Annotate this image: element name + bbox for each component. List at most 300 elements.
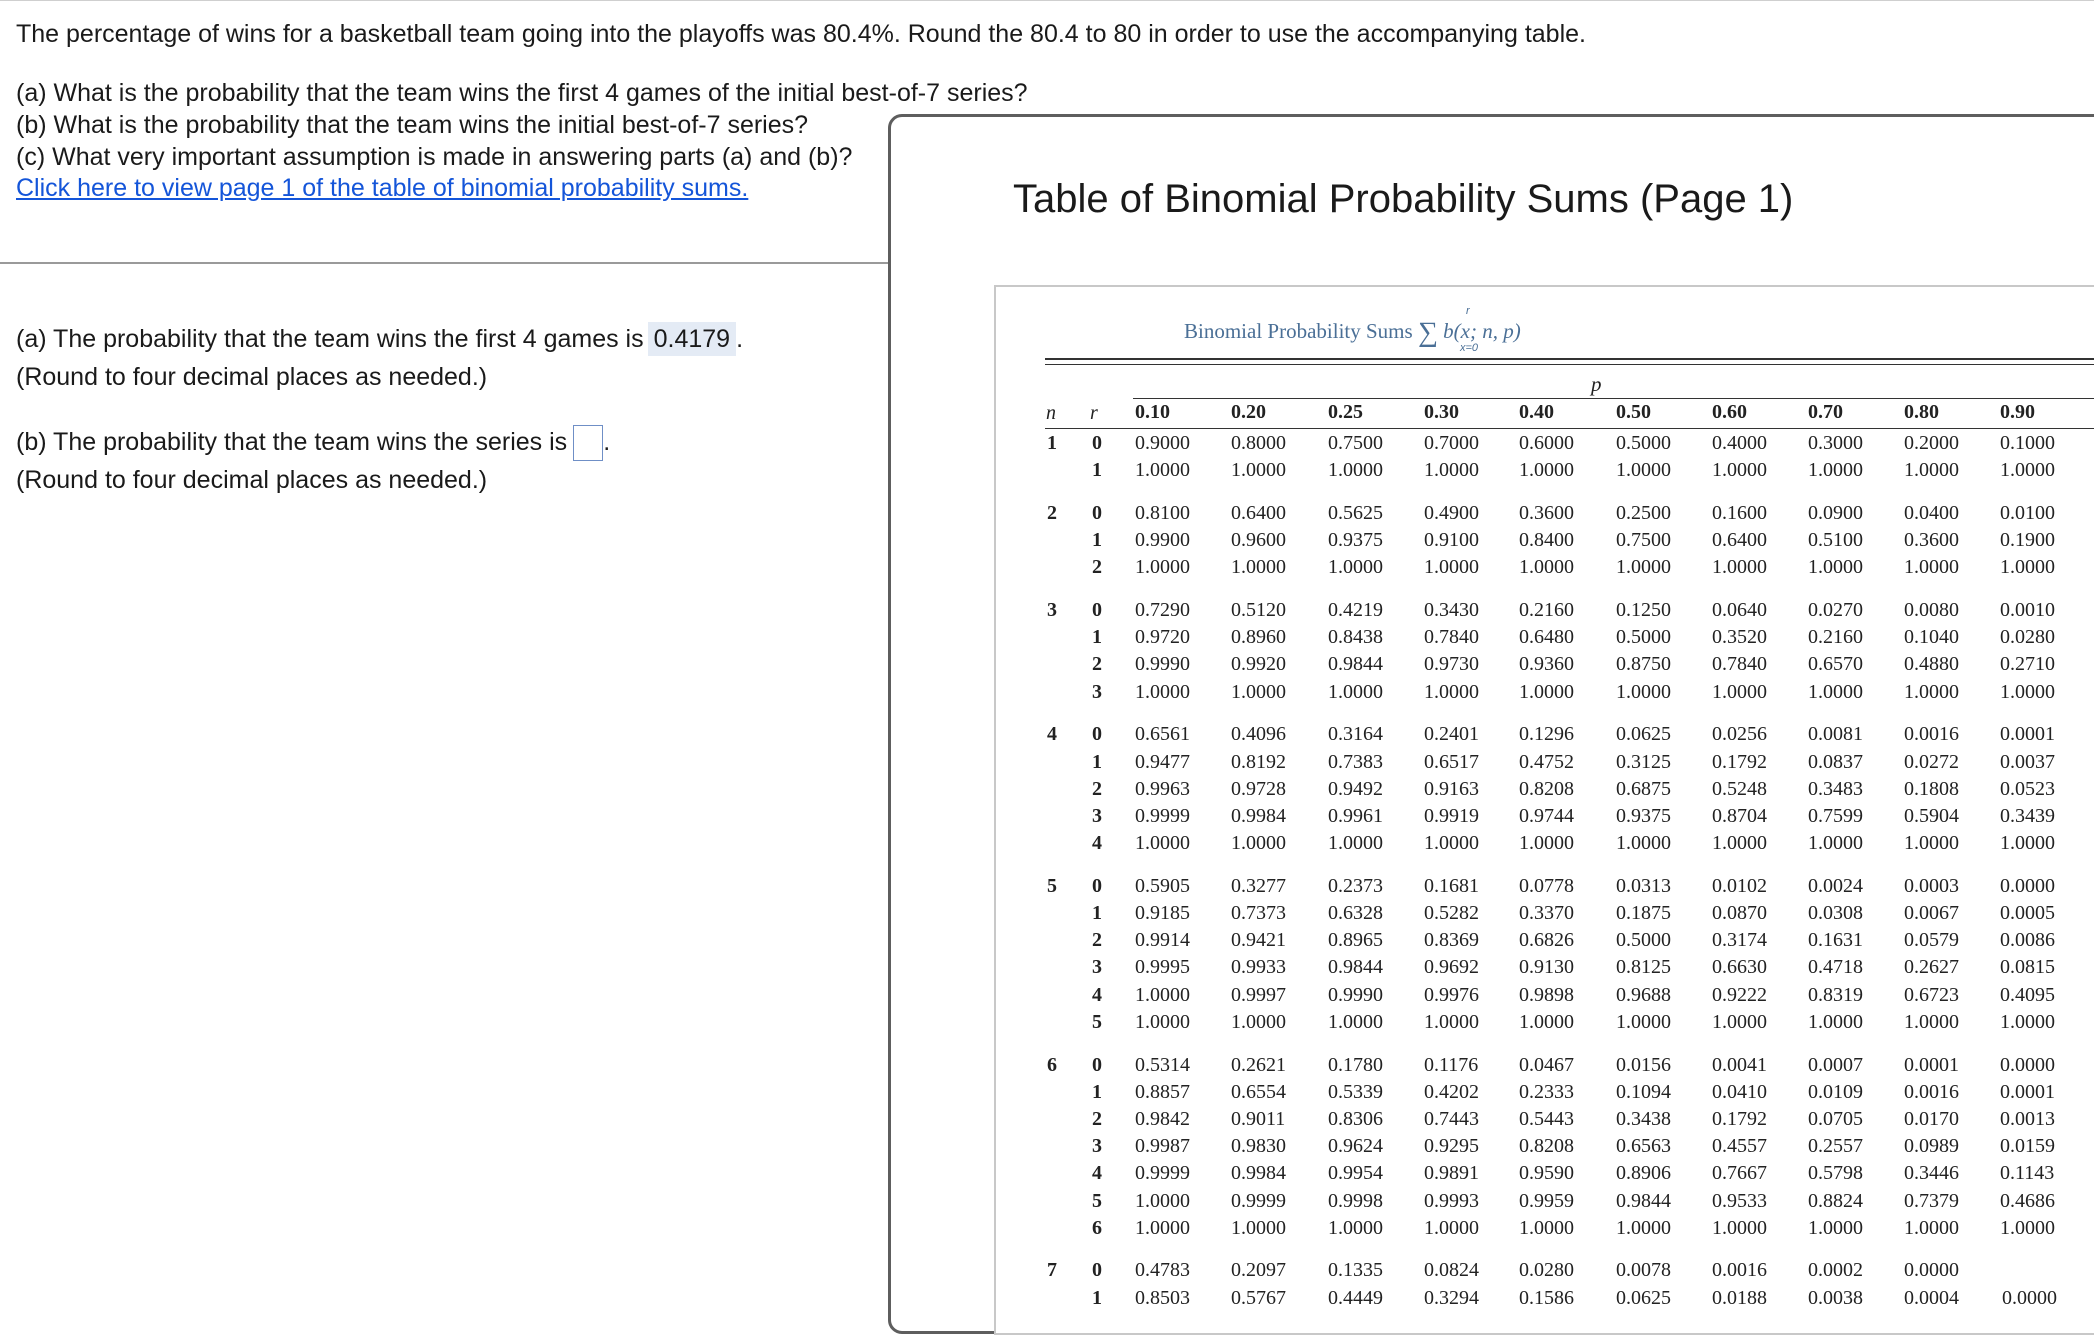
table-cell: 1.0000 <box>1135 1189 1190 1212</box>
table-cell: 0.9600 <box>1231 529 1286 552</box>
question-part-c: (c) What very important assumption is made in answering parts (a) and (b)? <box>16 143 853 171</box>
table-cell: 0.0004 <box>1904 1286 1959 1309</box>
r-label: 2 <box>1092 777 1102 800</box>
table-cell: 0.8824 <box>1808 1189 1863 1212</box>
table-cell: 0.9624 <box>1328 1135 1383 1158</box>
question-intro: The percentage of wins for a basketball team going into the playoffs was 80.4%. Round the 80.4 to 80 in order to use the accompanying table. <box>16 20 1586 48</box>
table-cell: 0.0016 <box>1712 1259 1767 1282</box>
table-cell: 1.0000 <box>1519 680 1574 703</box>
answer-b-hint: (Round to four decimal places as needed.) <box>16 466 488 494</box>
question-part-b: (b) What is the probability that the team wins the initial best-of-7 series? <box>16 111 809 139</box>
table-cell: 1.0000 <box>1904 1216 1959 1239</box>
table-cell: 0.5282 <box>1424 902 1479 924</box>
r-label: 0 <box>1092 1259 1102 1282</box>
table-cell: 0.1094 <box>1616 1080 1671 1103</box>
table-cell: 0.9730 <box>1424 653 1479 676</box>
table-cell: 0.9984 <box>1231 804 1286 827</box>
table-cell: 0.3000 <box>1808 432 1863 454</box>
p-column-header: 0.70 <box>1808 401 1843 423</box>
table-cell: 0.1176 <box>1424 1053 1479 1076</box>
answer-b-line <box>16 425 610 461</box>
table-cell: 0.9011 <box>1231 1107 1286 1130</box>
sigma-icon: ∑ <box>1417 317 1438 348</box>
table-cell: 0.0523 <box>2000 777 2055 800</box>
table-cell: 0.6563 <box>1616 1135 1671 1158</box>
r-label: 3 <box>1092 804 1102 827</box>
table-cell: 0.9993 <box>1424 1189 1479 1212</box>
r-label: 0 <box>1092 1053 1102 1076</box>
table-cell: 0.0625 <box>1616 1286 1671 1309</box>
table-cell: 1.0000 <box>1616 1216 1671 1239</box>
table-cell: 0.0080 <box>1904 599 1959 621</box>
table-cell: 0.8965 <box>1328 929 1383 952</box>
table-cell: 1.0000 <box>1135 1010 1190 1033</box>
table-cell: 0.9933 <box>1231 956 1286 979</box>
table-cell: 1.0000 <box>1519 1010 1574 1033</box>
table-cell: 1.0000 <box>1808 459 1863 482</box>
table-cell: 1.0000 <box>1904 556 1959 579</box>
table-cell: 0.9100 <box>1424 529 1479 552</box>
table-cell: 0.7000 <box>1424 432 1479 454</box>
table-cell: 0.9295 <box>1424 1135 1479 1158</box>
table-cell: 0.4900 <box>1424 501 1479 524</box>
r-label: 2 <box>1092 653 1102 676</box>
table-cell: 0.3439 <box>2000 804 2055 827</box>
table-cell: 0.9728 <box>1231 777 1286 800</box>
table-cell: 0.7443 <box>1424 1107 1479 1130</box>
table-cell: 0.0778 <box>1519 874 1574 897</box>
table-cell: 0.9959 <box>1519 1189 1574 1212</box>
table-formula: b(x; n, p) <box>1443 319 1521 343</box>
table-cell: 1.0000 <box>1135 832 1190 855</box>
table-cell: 0.9898 <box>1519 983 1574 1006</box>
table-cell: 1.0000 <box>1135 680 1190 703</box>
r-label: 0 <box>1092 723 1102 746</box>
n-header: n <box>1046 402 1056 424</box>
table-cell: 0.0037 <box>2000 750 2055 773</box>
table-cell: 0.1600 <box>1712 501 1767 524</box>
table-cell: 0.2333 <box>1519 1080 1574 1103</box>
table-cell: 0.3600 <box>1519 501 1574 524</box>
table-cell: 0.0313 <box>1616 874 1671 897</box>
question-part-a: (a) What is the probability that the team wins the first 4 games of the initial best-of-7 series? <box>16 79 1028 107</box>
table-cell: 1.0000 <box>1231 459 1286 482</box>
table-cell: 1.0000 <box>1808 556 1863 579</box>
table-cell: 0.5767 <box>1231 1286 1286 1309</box>
table-cell: 0.6517 <box>1424 750 1479 773</box>
table-cell: 0.0579 <box>1904 929 1959 952</box>
r-label: 0 <box>1092 501 1102 524</box>
table-cell: 0.9375 <box>1328 529 1383 552</box>
table-cell: 0.0081 <box>1808 723 1863 746</box>
table-cell: 0.0013 <box>2000 1107 2055 1130</box>
r-label: 2 <box>1092 556 1102 579</box>
table-cell: 0.0410 <box>1712 1080 1767 1103</box>
table-cell: 1.0000 <box>1712 556 1767 579</box>
r-label: 4 <box>1092 1162 1102 1185</box>
table-cell: 1.0000 <box>1424 1010 1479 1033</box>
table-cell: 0.1792 <box>1712 1107 1767 1130</box>
table-cell: 0.9844 <box>1616 1189 1671 1212</box>
table-cell: 0.5000 <box>1616 432 1671 454</box>
table-cell: 0.9222 <box>1712 983 1767 1006</box>
table-cell: 1.0000 <box>1328 556 1383 579</box>
table-cell: 0.2160 <box>1519 599 1574 621</box>
table-cell: 0.7379 <box>1904 1189 1959 1212</box>
table-cell: 0.5248 <box>1712 777 1767 800</box>
table-cell: 0.1143 <box>2000 1162 2055 1185</box>
table-cell: 0.8192 <box>1231 750 1286 773</box>
table-cell: 0.8704 <box>1712 804 1767 827</box>
table-cell: 0.7500 <box>1616 529 1671 552</box>
table-cell: 1.0000 <box>1808 1010 1863 1033</box>
p-column-header: 0.40 <box>1519 401 1554 423</box>
table-cell: 0.9990 <box>1328 983 1383 1006</box>
table-cell: 0.1631 <box>1808 929 1863 952</box>
table-cell: 1.0000 <box>1519 832 1574 855</box>
table-cell: 0.8750 <box>1616 653 1671 676</box>
table-cell: 0.4449 <box>1328 1286 1383 1309</box>
table-cell: 1.0000 <box>1424 556 1479 579</box>
table-cell: 0.9919 <box>1424 804 1479 827</box>
table-cell: 0.9492 <box>1328 777 1383 800</box>
table-cell: 0.3174 <box>1712 929 1767 952</box>
table-cell: 0.5905 <box>1135 874 1190 897</box>
table-cell: 0.0016 <box>1904 1080 1959 1103</box>
table-cell: 0.2160 <box>1808 626 1863 649</box>
table-cell: 0.0625 <box>1616 723 1671 746</box>
table-cell: 1.0000 <box>1808 832 1863 855</box>
table-cell: 0.5120 <box>1231 599 1286 621</box>
table-cell: 1.0000 <box>1616 556 1671 579</box>
r-label: 3 <box>1092 680 1102 703</box>
table-cell: 0.6480 <box>1519 626 1574 649</box>
table-cell: 1.0000 <box>1424 832 1479 855</box>
answer-a-prefix: (a) The probability that the team wins the first 4 games is <box>16 325 644 353</box>
table-cell: 0.9130 <box>1519 956 1574 979</box>
table-cell: 0.0007 <box>1808 1053 1863 1076</box>
table-cell: 0.6826 <box>1519 929 1574 952</box>
table-cell: 0.6000 <box>1519 432 1574 454</box>
table-cell: 1.0000 <box>1808 680 1863 703</box>
table-cell: 0.9984 <box>1231 1162 1286 1185</box>
table-cell: 1.0000 <box>2000 680 2055 703</box>
p-column-header: 0.25 <box>1328 401 1363 423</box>
r-label: 2 <box>1092 1107 1102 1130</box>
sigma-lower: x=0 <box>1460 342 1479 354</box>
r-header: r <box>1090 402 1098 424</box>
table-cell: 0.9976 <box>1424 983 1479 1006</box>
table-cell: 0.5904 <box>1904 804 1959 827</box>
n-label: 4 <box>1047 723 1057 746</box>
table-cell: 0.0705 <box>1808 1107 1863 1130</box>
answer-b-input[interactable] <box>573 425 603 461</box>
r-label: 1 <box>1092 1286 1102 1309</box>
table-cell: 0.0815 <box>2000 956 2055 979</box>
table-cell: 0.0002 <box>1808 1259 1863 1282</box>
table-cell: 0.1808 <box>1904 777 1959 800</box>
table-cell: 0.1900 <box>2000 529 2055 552</box>
table-cell: 0.0109 <box>1808 1080 1863 1103</box>
table-cell: 1.0000 <box>1616 459 1671 482</box>
popup-title: Table of Binomial Probability Sums (Page 1) <box>1013 177 1794 221</box>
sigma-upper: r <box>1466 305 1470 317</box>
header-underline <box>1045 428 2094 429</box>
r-label: 1 <box>1092 902 1102 924</box>
r-label: 5 <box>1092 1010 1102 1033</box>
p-column-header: 0.50 <box>1616 401 1651 423</box>
table-cell: 0.3430 <box>1424 599 1479 621</box>
table-cell: 0.7840 <box>1424 626 1479 649</box>
table-cell: 1.0000 <box>1231 832 1286 855</box>
table-cell: 0.0837 <box>1808 750 1863 773</box>
answer-b-suffix: . <box>603 428 611 456</box>
table-cell: 0.8960 <box>1231 626 1286 649</box>
table-cell: 0.0159 <box>2000 1135 2055 1158</box>
table-cell: 0.9477 <box>1135 750 1190 773</box>
table-cell: 0.8319 <box>1808 983 1863 1006</box>
r-label: 1 <box>1092 529 1102 552</box>
table-cell: 0.0900 <box>1808 501 1863 524</box>
table-cell: 0.9375 <box>1616 804 1671 827</box>
table-cell: 0.7667 <box>1712 1162 1767 1185</box>
table-cell: 0.2627 <box>1904 956 1959 979</box>
table-cell: 0.0000 <box>2002 1286 2057 1309</box>
table-cell: 0.1586 <box>1519 1286 1574 1309</box>
table-cell: 0.3125 <box>1616 750 1671 773</box>
table-rule-top-2 <box>1045 364 2094 365</box>
table-cell: 0.8438 <box>1328 626 1383 649</box>
table-cell: 0.6400 <box>1231 501 1286 524</box>
table-cell: 1.0000 <box>1231 1010 1286 1033</box>
table-cell: 0.9688 <box>1616 983 1671 1006</box>
table-cell: 1.0000 <box>2000 1216 2055 1239</box>
table-cell: 0.6570 <box>1808 653 1863 676</box>
table-cell: 0.2710 <box>2000 653 2055 676</box>
table-cell: 0.1000 <box>2000 432 2055 454</box>
table-cell: 0.6400 <box>1712 529 1767 552</box>
r-label: 6 <box>1092 1216 1102 1239</box>
top-rule <box>0 0 2094 1</box>
table-cell: 0.3164 <box>1328 723 1383 746</box>
table-cell: 0.4752 <box>1519 750 1574 773</box>
r-label: 4 <box>1092 832 1102 855</box>
table-cell: 0.0280 <box>1519 1259 1574 1282</box>
table-cell: 0.9163 <box>1424 777 1479 800</box>
table-cell: 1.0000 <box>1328 1216 1383 1239</box>
r-label: 0 <box>1092 432 1102 454</box>
table-cell: 0.3277 <box>1231 874 1286 897</box>
table-cell: 0.9830 <box>1231 1135 1286 1158</box>
table-cell: 1.0000 <box>1904 680 1959 703</box>
table-heading-text: Binomial Probability Sums <box>1184 319 1413 343</box>
table-cell: 0.2557 <box>1808 1135 1863 1158</box>
table-cell: 0.7290 <box>1135 599 1190 621</box>
table-cell: 0.3438 <box>1616 1107 1671 1130</box>
p-column-header: 0.90 <box>2000 401 2035 423</box>
table-cell: 0.8000 <box>1231 432 1286 454</box>
table-cell: 0.9000 <box>1135 432 1190 454</box>
table-cell: 0.0005 <box>2000 902 2055 924</box>
table-cell: 1.0000 <box>1424 680 1479 703</box>
table-cell: 0.9954 <box>1328 1162 1383 1185</box>
table-cell: 1.0000 <box>1231 680 1286 703</box>
r-label: 3 <box>1092 1135 1102 1158</box>
r-label: 1 <box>1092 626 1102 649</box>
table-cell: 1.0000 <box>1135 556 1190 579</box>
table-cell: 0.9914 <box>1135 929 1190 952</box>
r-label: 3 <box>1092 956 1102 979</box>
table-cell: 1.0000 <box>1616 680 1671 703</box>
table-cell: 0.1875 <box>1616 902 1671 924</box>
table-cell: 0.4557 <box>1712 1135 1767 1158</box>
r-label: 0 <box>1092 599 1102 621</box>
table-cell: 0.6723 <box>1904 983 1959 1006</box>
table-cell: 0.0003 <box>1904 874 1959 897</box>
table-cell: 0.0640 <box>1712 599 1767 621</box>
table-cell: 0.1250 <box>1616 599 1671 621</box>
table-cell: 1.0000 <box>1519 459 1574 482</box>
table-cell: 0.7383 <box>1328 750 1383 773</box>
table-cell: 0.0308 <box>1808 902 1863 924</box>
table-cell: 0.0100 <box>2000 501 2055 524</box>
table-cell: 1.0000 <box>1712 1216 1767 1239</box>
table-cell: 0.9421 <box>1231 929 1286 952</box>
table-cell: 1.0000 <box>1424 459 1479 482</box>
table-cell: 1.0000 <box>1231 556 1286 579</box>
table-cell: 0.9990 <box>1135 653 1190 676</box>
r-label: 1 <box>1092 1080 1102 1103</box>
table-cell: 0.1792 <box>1712 750 1767 773</box>
table-cell: 0.0170 <box>1904 1107 1959 1130</box>
table-cell: 0.3446 <box>1904 1162 1959 1185</box>
table-cell: 0.5443 <box>1519 1107 1574 1130</box>
table-cell: 0.6630 <box>1712 956 1767 979</box>
r-label: 1 <box>1092 750 1102 773</box>
table-cell: 0.0016 <box>1904 723 1959 746</box>
n-label: 5 <box>1047 874 1057 897</box>
n-label: 7 <box>1047 1259 1057 1282</box>
p-column-header: 0.10 <box>1135 401 1170 423</box>
table-cell: 0.8100 <box>1135 501 1190 524</box>
table-cell: 0.9844 <box>1328 653 1383 676</box>
table-cell: 0.5798 <box>1808 1162 1863 1185</box>
table-cell: 0.9720 <box>1135 626 1190 649</box>
table-cell: 0.9744 <box>1519 804 1574 827</box>
table-cell: 0.0000 <box>2000 1053 2055 1076</box>
table-cell: 1.0000 <box>1231 1216 1286 1239</box>
table-cell: 0.0010 <box>2000 599 2055 621</box>
n-label: 1 <box>1047 432 1057 454</box>
r-label: 0 <box>1092 874 1102 897</box>
table-cell: 0.9900 <box>1135 529 1190 552</box>
table-cell: 1.0000 <box>1328 680 1383 703</box>
table-cell: 0.0467 <box>1519 1053 1574 1076</box>
table-cell: 0.3483 <box>1808 777 1863 800</box>
table-cell: 0.0270 <box>1808 599 1863 621</box>
table-cell: 1.0000 <box>1135 459 1190 482</box>
table-cell: 0.9360 <box>1519 653 1574 676</box>
table-cell: 0.0001 <box>2000 1080 2055 1103</box>
table-cell: 0.0001 <box>2000 723 2055 746</box>
table-cell: 0.0272 <box>1904 750 1959 773</box>
table-cell: 1.0000 <box>1135 983 1190 1006</box>
table-cell: 1.0000 <box>1904 832 1959 855</box>
table-cell: 1.0000 <box>1519 556 1574 579</box>
table-cell: 0.9997 <box>1231 983 1286 1006</box>
table-cell: 1.0000 <box>1712 1010 1767 1033</box>
table-cell: 1.0000 <box>1328 832 1383 855</box>
table-cell: 1.0000 <box>1328 1010 1383 1033</box>
p-column-header: 0.60 <box>1712 401 1747 423</box>
n-label: 6 <box>1047 1053 1057 1076</box>
answer-a-suffix: . <box>736 325 744 353</box>
table-cell: 0.5625 <box>1328 501 1383 524</box>
table-cell: 0.2000 <box>1904 432 1959 454</box>
table-cell: 1.0000 <box>1424 1216 1479 1239</box>
table-cell: 0.8906 <box>1616 1162 1671 1185</box>
table-cell: 0.9920 <box>1231 653 1286 676</box>
r-label: 5 <box>1092 1189 1102 1212</box>
table-cell: 0.5339 <box>1328 1080 1383 1103</box>
table-cell: 0.9185 <box>1135 902 1190 924</box>
table-cell: 0.9963 <box>1135 777 1190 800</box>
table-cell: 0.2373 <box>1328 874 1383 897</box>
table-cell: 0.8503 <box>1135 1286 1190 1309</box>
table-cell: 0.4095 <box>2000 983 2055 1006</box>
table-cell: 0.5000 <box>1616 626 1671 649</box>
table-cell: 0.1681 <box>1424 874 1479 897</box>
n-label: 2 <box>1047 501 1057 524</box>
table-cell: 0.4686 <box>2000 1189 2055 1212</box>
table-cell: 0.7373 <box>1231 902 1286 924</box>
table-cell: 0.0824 <box>1424 1259 1479 1282</box>
table-cell: 1.0000 <box>2000 832 2055 855</box>
table-cell: 0.4219 <box>1328 599 1383 621</box>
table-cell: 1.0000 <box>1904 1010 1959 1033</box>
p-underline <box>1133 398 2094 399</box>
table-cell: 1.0000 <box>1616 1010 1671 1033</box>
table-cell: 0.9844 <box>1328 956 1383 979</box>
table-cell: 0.9692 <box>1424 956 1479 979</box>
answer-a-value: 0.4179 <box>648 322 736 356</box>
table-cell: 0.9999 <box>1231 1189 1286 1212</box>
table-cell: 1.0000 <box>1808 1216 1863 1239</box>
table-cell: 0.8400 <box>1519 529 1574 552</box>
table-cell: 0.0024 <box>1808 874 1863 897</box>
table-cell: 0.4783 <box>1135 1259 1190 1282</box>
table-cell: 0.2500 <box>1616 501 1671 524</box>
table-cell: 0.0000 <box>1904 1259 1959 1282</box>
table-cell: 0.8369 <box>1424 929 1479 952</box>
table-cell: 0.0989 <box>1904 1135 1959 1158</box>
table-cell: 1.0000 <box>1712 680 1767 703</box>
table-cell: 0.6328 <box>1328 902 1383 924</box>
table-cell: 0.4202 <box>1424 1080 1479 1103</box>
answer-b-prefix: (b) The probability that the team wins the series is <box>16 428 568 456</box>
table-cell: 0.2097 <box>1231 1259 1286 1282</box>
table-cell: 0.3370 <box>1519 902 1574 924</box>
table-cell: 0.0001 <box>1904 1053 1959 1076</box>
n-label: 3 <box>1047 599 1057 621</box>
table-cell: 0.3294 <box>1424 1286 1479 1309</box>
table-cell: 1.0000 <box>2000 556 2055 579</box>
table-cell: 0.0256 <box>1712 723 1767 746</box>
table-cell: 0.5000 <box>1616 929 1671 952</box>
table-cell: 1.0000 <box>1712 832 1767 855</box>
table-cell: 1.0000 <box>1712 459 1767 482</box>
table-link[interactable]: Click here to view page 1 of the table of binomial probability sums. <box>16 174 749 202</box>
